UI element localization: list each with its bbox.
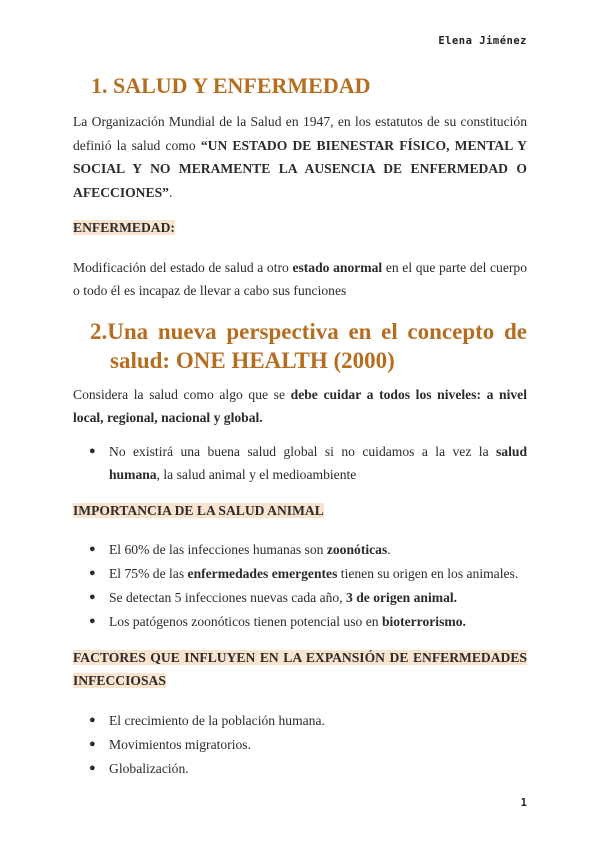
list-item (73, 709, 527, 733)
bullet-icon: ● (89, 543, 96, 555)
section-1-title: 1. SALUD Y ENFERMEDAD (91, 73, 371, 98)
bullet-icon: ● (89, 737, 96, 750)
list-item-text: El crecimiento de la población humana. (109, 712, 325, 728)
bullet-icon: ● (89, 615, 96, 627)
importancia-label: IMPORTANCIA DE LA SALUD ANIMAL (73, 502, 324, 518)
list-item-bold: bioterrorismo. (381, 614, 466, 629)
list-item-end: tienen su origen en los animales. (337, 566, 519, 581)
enfermedad-def-end: en el que parte del cuerpo o todo él es incapaz de llevar a cabo sus funciones (73, 259, 528, 298)
list-item-text: No existirá una buena salud global si no cuidamos a la vez la (109, 443, 497, 459)
one-health-intro-text: Considera la salud como algo que se (73, 386, 291, 402)
list-item-bold: salud humana (109, 443, 527, 482)
author-name: Elena Jiménez (438, 35, 527, 47)
list-item-bold: 3 de origen animal. (346, 590, 458, 605)
list-item-bold: zoonóticas (326, 542, 388, 557)
list-item-end: . (387, 542, 391, 557)
bullet-icon: ● (89, 567, 96, 579)
bullet-icon: ● (89, 761, 96, 774)
list-item (73, 538, 527, 562)
one-health-list (73, 440, 527, 487)
importancia-list (73, 538, 527, 634)
factores-label-row (73, 646, 527, 693)
enfermedad-label-row (73, 216, 527, 240)
list-item (73, 610, 527, 634)
who-definition-paragraph (73, 110, 527, 204)
list-item-bold: enfermedades emergentes (187, 566, 338, 581)
enfermedad-def-text: Modificación del estado de salud a otro (73, 259, 293, 275)
list-item-text: Se detectan 5 infecciones nuevas cada año, (109, 590, 347, 605)
list-item-end: , la salud animal y el medioambiente (156, 467, 357, 482)
who-definition-quote: “UN ESTADO DE BIENESTAR FÍSICO, MENTAL Y SOCIAL Y NO MERAMENTE LA AUSENCIA DE ENFERMEDAD O AFECCIONES” (73, 137, 527, 200)
who-definition-end: . (168, 184, 173, 200)
bullet-icon: ● (89, 591, 96, 603)
factores-label: FACTORES QUE INFLUYEN EN LA EXPANSIÓN DE ENFERMEDADES INFECCIOSAS (73, 649, 527, 688)
enfermedad-label: ENFERMEDAD: (73, 220, 175, 235)
page-number: 1 (520, 797, 527, 809)
list-item-text: El 75% de las (109, 566, 188, 581)
who-definition-text: La Organización Mundial de la Salud en 1947, en los estatutos de su constitución definió la salud como (73, 114, 527, 153)
list-item (73, 757, 527, 781)
list-item-text: Los patógenos zoonóticos tienen potencial uso en (109, 614, 382, 629)
enfermedad-definition (73, 256, 527, 303)
bullet-icon: ● (89, 713, 96, 726)
bullet-icon: ● (89, 444, 96, 457)
factores-list (73, 709, 527, 781)
list-item-text: El 60% de las infecciones humanas son (109, 542, 327, 557)
one-health-intro (73, 383, 527, 430)
one-health-intro-bold: debe cuidar a todos los niveles: a nivel local, regional, nacional y global. (73, 386, 527, 425)
document-body (73, 70, 527, 792)
list-item-text: Movimientos migratorios. (109, 736, 251, 752)
list-item (73, 586, 527, 610)
list-item-text: Globalización. (109, 760, 189, 776)
list-item (73, 562, 527, 586)
section-2-title: 2.Una nueva perspectiva en el concepto de salud: ONE HEALTH (2000) (90, 318, 527, 373)
list-item (73, 733, 527, 757)
importancia-label-row (73, 499, 527, 523)
enfermedad-def-bold: estado anormal (292, 259, 383, 275)
list-item (73, 440, 527, 487)
